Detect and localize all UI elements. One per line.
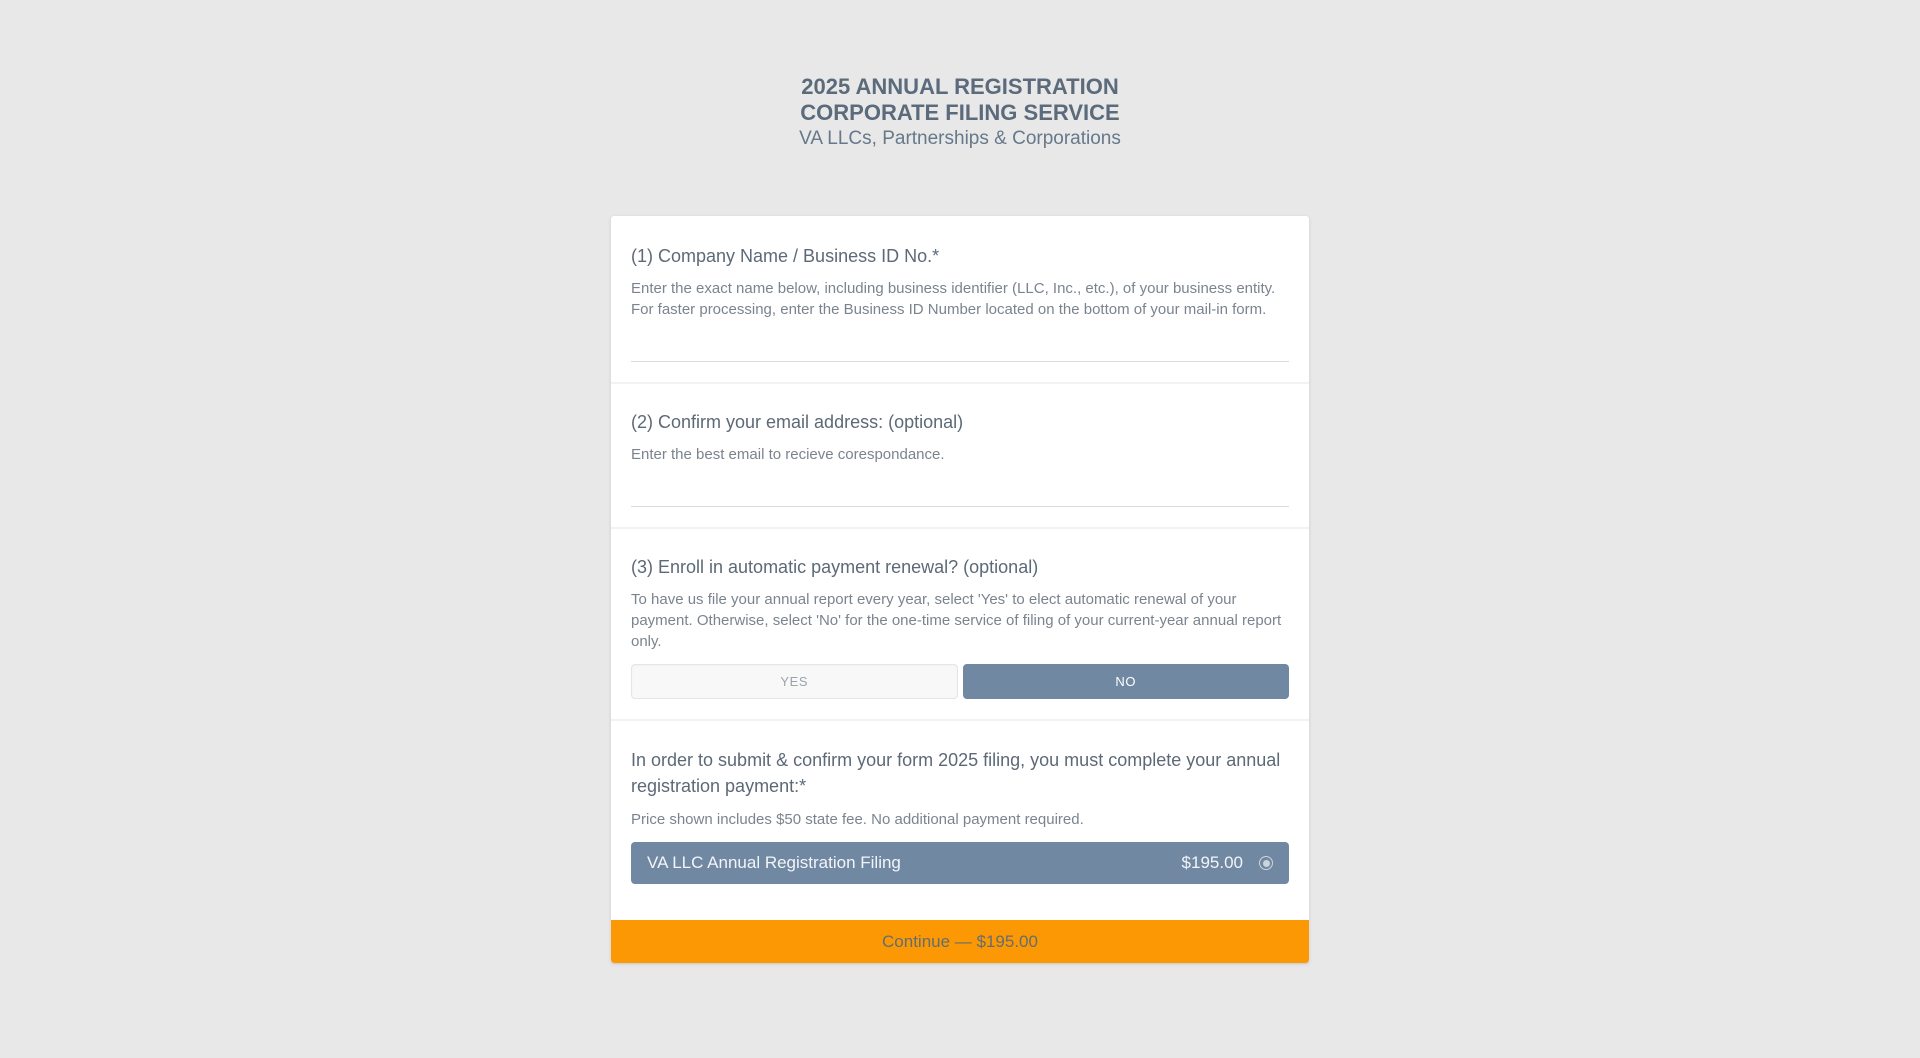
auto-renewal-no-button[interactable]: NO: [963, 664, 1290, 699]
question-email: [631, 410, 1289, 507]
question-company-name: [631, 244, 1289, 362]
form-card-body: [611, 216, 1309, 920]
company-name-input[interactable]: [631, 320, 1289, 362]
question-company-name-description: Enter the exact name below, including business identifier (LLC, Inc., etc.), of your business entity. For faster processing, enter the Business ID Number located on the bottom of your mail-in form.: [631, 280, 1276, 318]
auto-renewal-toggle-group: [631, 664, 1289, 699]
question-company-name-label: (1) Company Name / Business ID No.*: [631, 246, 940, 266]
form-card: [611, 216, 1309, 963]
payment-section-description: Price shown includes $50 state fee. No additional payment required.: [631, 811, 1084, 828]
payment-option-price: $195.00: [1181, 853, 1243, 872]
radio-selected-icon: [1259, 856, 1273, 870]
section-divider: [611, 527, 1309, 529]
payment-section-label: In order to submit & confirm your form 2025 filing, you must complete your annual registration payment:*: [631, 750, 1281, 796]
section-divider: [611, 382, 1309, 384]
question-auto-renewal-label: (3) Enroll in automatic payment renewal? (optional): [631, 557, 1039, 577]
section-divider: [611, 719, 1309, 721]
payment-section: [631, 747, 1289, 884]
question-email-label: (2) Confirm your email address: (optional): [631, 412, 964, 432]
email-input[interactable]: [631, 465, 1289, 507]
page-header: [0, 0, 1920, 152]
question-email-description: Enter the best email to recieve corespondance.: [631, 446, 945, 463]
question-auto-renewal: [631, 555, 1289, 699]
payment-option-va-llc-filing[interactable]: [631, 842, 1289, 884]
page-title-line1: 2025 ANNUAL REGISTRATION: [801, 74, 1119, 99]
continue-button[interactable]: Continue — $195.00: [611, 920, 1309, 963]
question-auto-renewal-description: To have us file your annual report every year, select 'Yes' to elect automatic renewal of your payment. Otherwise, select 'No' for the one-time service of filing of your current-year annual report only.: [631, 591, 1282, 650]
page-bottom-space: [0, 963, 1920, 1058]
page-subtitle: VA LLCs, Partnerships & Corporations: [799, 128, 1121, 149]
payment-option-name: VA LLC Annual Registration Filing: [647, 853, 901, 872]
page-title-line2: CORPORATE FILING SERVICE: [800, 100, 1120, 125]
auto-renewal-yes-button[interactable]: YES: [631, 664, 958, 699]
